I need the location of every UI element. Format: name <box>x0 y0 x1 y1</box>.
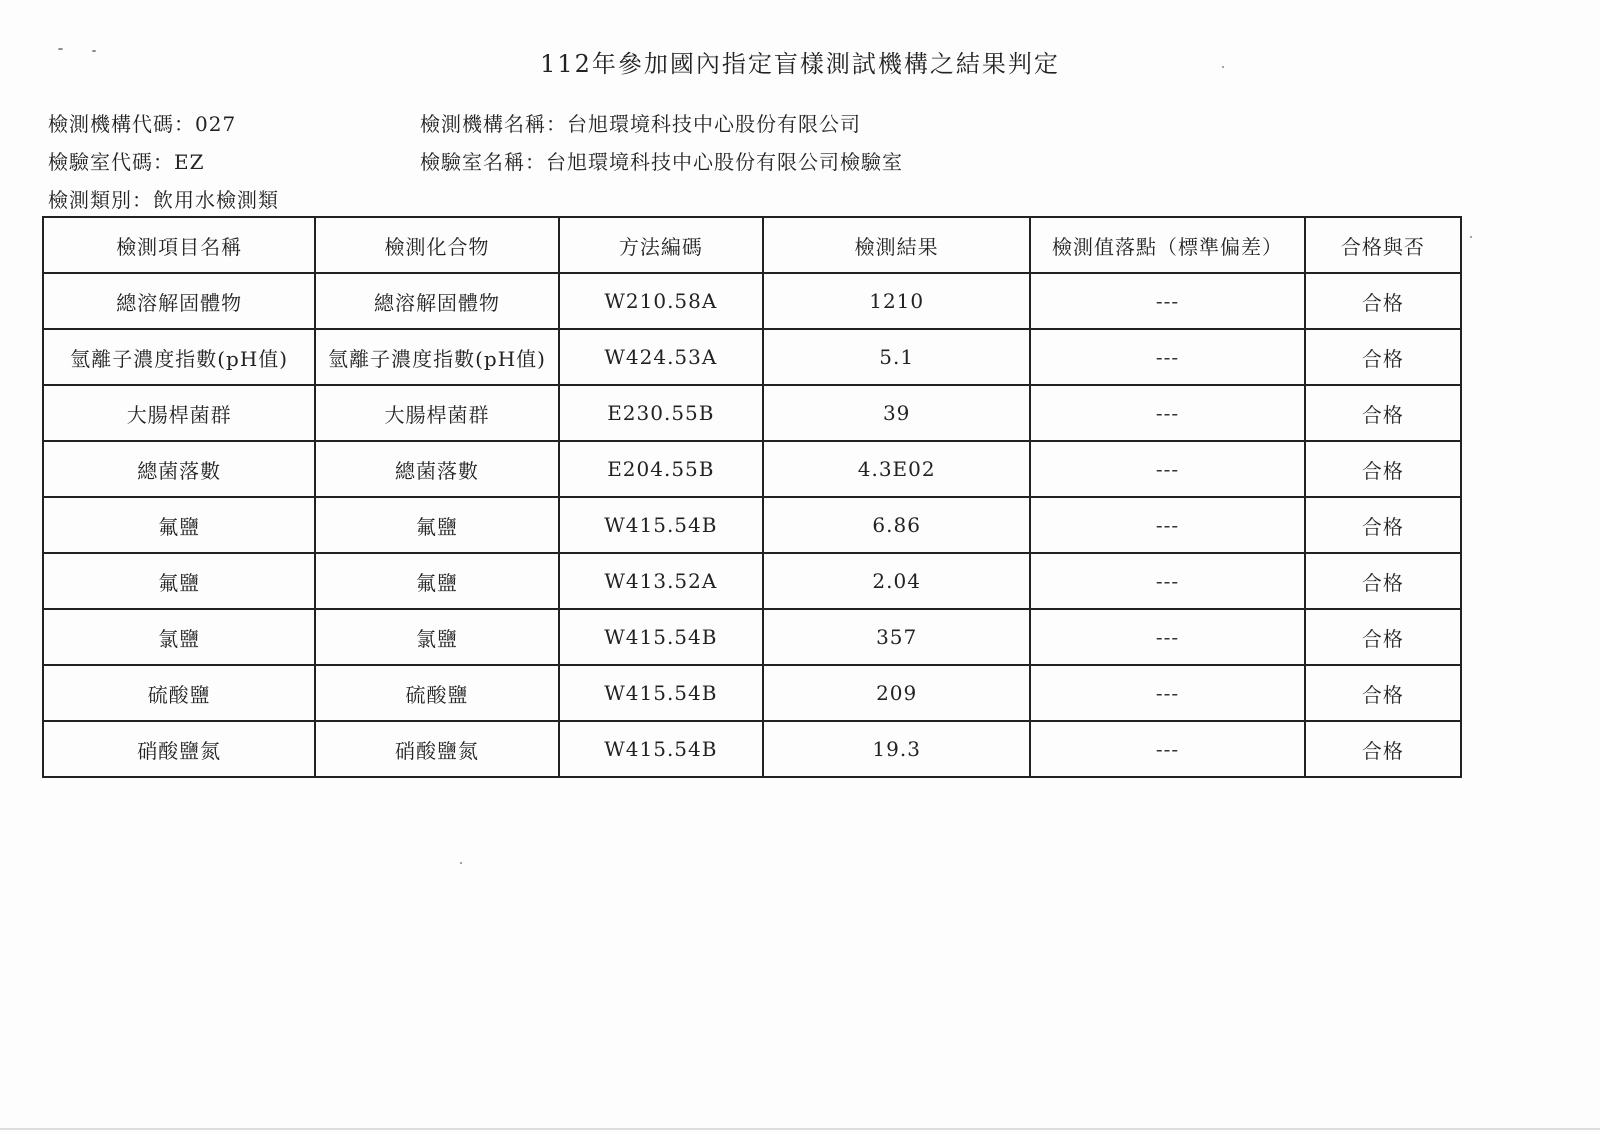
cell-item-name: 硝酸鹽氮 <box>43 721 315 777</box>
cell-pass: 合格 <box>1305 609 1461 665</box>
cell-result: 357 <box>763 609 1030 665</box>
cell-deviation: --- <box>1030 665 1304 721</box>
header-method-code: 方法編碼 <box>559 217 763 273</box>
lab-name-label: 檢驗室名稱： <box>420 150 546 174</box>
header-pass: 合格與否 <box>1305 217 1461 273</box>
cell-item-name: 總菌落數 <box>43 441 315 497</box>
cell-method-code: W413.52A <box>559 553 763 609</box>
cell-deviation: --- <box>1030 385 1304 441</box>
cell-result: 1210 <box>763 273 1030 329</box>
table-header-row <box>43 217 1461 273</box>
cell-item-name: 氟鹽 <box>43 553 315 609</box>
table-row <box>43 609 1461 665</box>
scan-speck <box>460 862 462 864</box>
lab-code-line <box>48 146 205 175</box>
cell-method-code: E204.55B <box>559 441 763 497</box>
table-row <box>43 441 1461 497</box>
category-label: 檢測類別： <box>48 188 153 212</box>
cell-compound: 硝酸鹽氮 <box>315 721 558 777</box>
results-table <box>42 216 1462 778</box>
cell-compound: 氟鹽 <box>315 497 558 553</box>
cell-deviation: --- <box>1030 609 1304 665</box>
cell-method-code: E230.55B <box>559 385 763 441</box>
table-row <box>43 273 1461 329</box>
header-deviation: 檢測值落點（標準偏差） <box>1030 217 1304 273</box>
table-row <box>43 329 1461 385</box>
cell-item-name: 氯鹽 <box>43 609 315 665</box>
lab-name-value: 台旭環境科技中心股份有限公司檢驗室 <box>546 150 903 174</box>
org-code-value: 027 <box>195 112 237 136</box>
table-row <box>43 665 1461 721</box>
cell-compound: 氯鹽 <box>315 609 558 665</box>
cell-method-code: W210.58A <box>559 273 763 329</box>
cell-deviation: --- <box>1030 441 1304 497</box>
header-result: 檢測結果 <box>763 217 1030 273</box>
cell-method-code: W415.54B <box>559 721 763 777</box>
cell-compound: 總菌落數 <box>315 441 558 497</box>
cell-item-name: 氫離子濃度指數(pH值) <box>43 329 315 385</box>
org-name-line <box>420 108 861 137</box>
cell-result: 39 <box>763 385 1030 441</box>
page-title: 112年參加國內指定盲樣測試機構之結果判定 <box>540 50 1060 78</box>
cell-pass: 合格 <box>1305 441 1461 497</box>
table-row <box>43 497 1461 553</box>
table-row <box>43 385 1461 441</box>
cell-pass: 合格 <box>1305 665 1461 721</box>
cell-pass: 合格 <box>1305 273 1461 329</box>
cell-pass: 合格 <box>1305 385 1461 441</box>
lab-code-value: EZ <box>174 150 205 174</box>
cell-compound: 硫酸鹽 <box>315 665 558 721</box>
cell-deviation: --- <box>1030 329 1304 385</box>
cell-method-code: W424.53A <box>559 329 763 385</box>
cell-result: 4.3E02 <box>763 441 1030 497</box>
cell-result: 6.86 <box>763 497 1030 553</box>
category-value: 飲用水檢測類 <box>153 188 279 212</box>
org-name-label: 檢測機構名稱： <box>420 112 567 136</box>
header-compound: 檢測化合物 <box>315 217 558 273</box>
cell-deviation: --- <box>1030 273 1304 329</box>
cell-method-code: W415.54B <box>559 665 763 721</box>
cell-item-name: 硫酸鹽 <box>43 665 315 721</box>
lab-code-label: 檢驗室代碼： <box>48 150 174 174</box>
cell-pass: 合格 <box>1305 721 1461 777</box>
cell-result: 209 <box>763 665 1030 721</box>
cell-pass: 合格 <box>1305 497 1461 553</box>
cell-compound: 氟鹽 <box>315 553 558 609</box>
org-name-value: 台旭環境科技中心股份有限公司 <box>567 112 861 136</box>
cell-result: 5.1 <box>763 329 1030 385</box>
scan-speck <box>92 50 96 52</box>
cell-compound: 總溶解固體物 <box>315 273 558 329</box>
cell-result: 2.04 <box>763 553 1030 609</box>
scan-speck <box>58 48 63 50</box>
table-row <box>43 721 1461 777</box>
cell-method-code: W415.54B <box>559 497 763 553</box>
org-code-line <box>48 108 236 137</box>
table-row <box>43 553 1461 609</box>
cell-compound: 大腸桿菌群 <box>315 385 558 441</box>
cell-pass: 合格 <box>1305 553 1461 609</box>
cell-item-name: 氟鹽 <box>43 497 315 553</box>
lab-name-line <box>420 146 903 175</box>
cell-compound: 氫離子濃度指數(pH值) <box>315 329 558 385</box>
cell-pass: 合格 <box>1305 329 1461 385</box>
scan-speck <box>1470 236 1472 238</box>
cell-item-name: 大腸桿菌群 <box>43 385 315 441</box>
cell-item-name: 總溶解固體物 <box>43 273 315 329</box>
cell-deviation: --- <box>1030 553 1304 609</box>
cell-deviation: --- <box>1030 721 1304 777</box>
category-line <box>48 184 279 213</box>
cell-result: 19.3 <box>763 721 1030 777</box>
org-code-label: 檢測機構代碼： <box>48 112 195 136</box>
scan-speck <box>1222 66 1224 68</box>
cell-method-code: W415.54B <box>559 609 763 665</box>
header-item-name: 檢測項目名稱 <box>43 217 315 273</box>
cell-deviation: --- <box>1030 497 1304 553</box>
scan-edge <box>0 1128 1600 1130</box>
